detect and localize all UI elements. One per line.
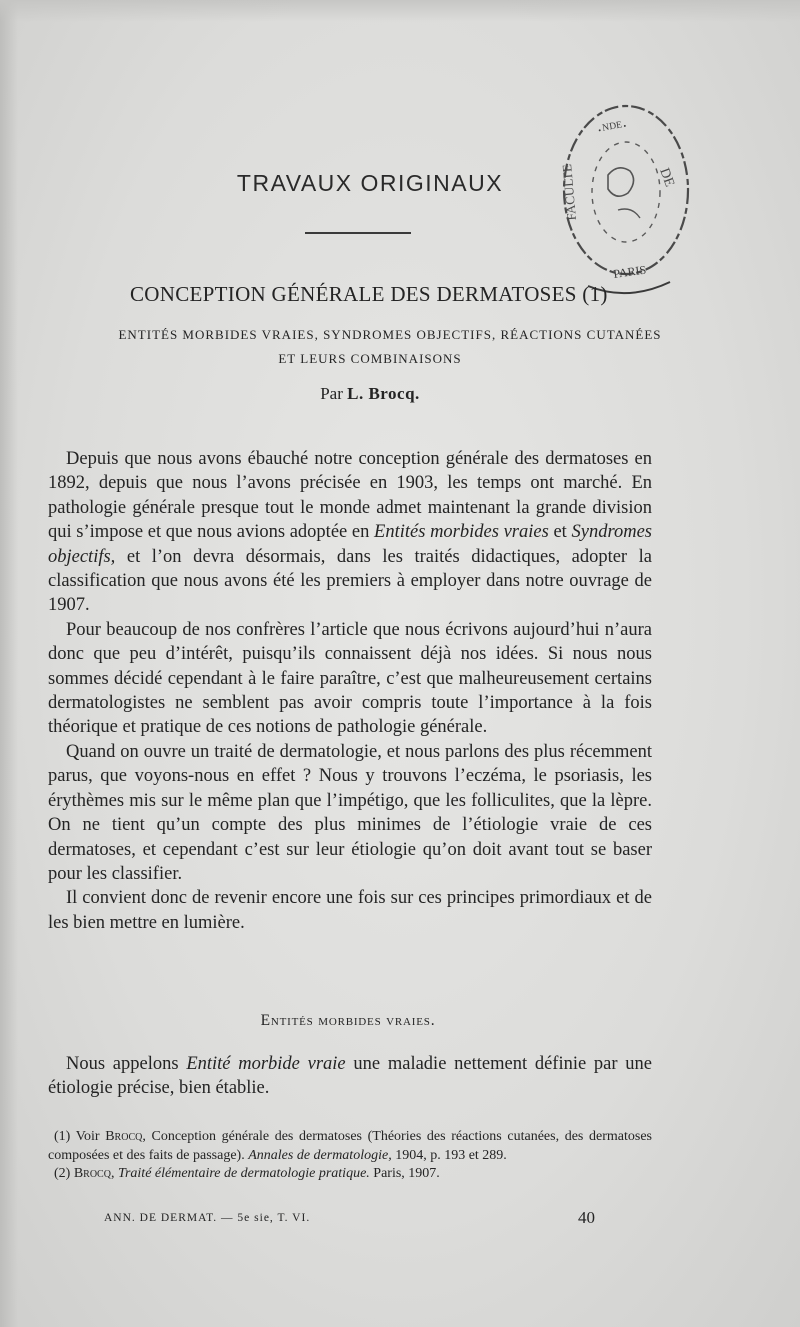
- footnote-2-title: Traité élémentaire de dermatologie pratique.: [114, 1166, 370, 1181]
- library-stamp-icon: [548, 100, 698, 300]
- byline-prefix: Par: [320, 384, 348, 403]
- svg-text:·ᴺᴰᴱ·: ·ᴺᴰᴱ·: [595, 117, 630, 140]
- section-title: Entités morbides vraies.: [260, 1012, 436, 1029]
- byline: [0, 384, 740, 404]
- footnote-1-text: Conception générale des dermatoses (Théories des réactions cutanées, des dermatoses composées et des faits de passage).: [48, 1129, 653, 1163]
- section-heading: TRAVAUX ORIGINAUX: [236, 170, 504, 196]
- paragraph-1: [48, 447, 652, 618]
- article-title: CONCEPTION GÉNÉRALE DES DERMATOSES (1): [130, 282, 608, 306]
- footnote-1-marker: (1) Voir: [54, 1129, 106, 1144]
- paragraph-2: Pour beaucoup de nos confrères l’article que nous écrivons aujourd’hui n’aura donc que peu d’intérêt, puisqu’ils connaissent déjà nos idées. Si nous nous sommes décidé cependant à le faire paraître, c’est que malheureusement certains dermatologistes ne semblent pas avoir compris toute l’importance à la fois théorique et pratique de ces notions de pathologie générale.: [48, 619, 652, 738]
- paragraph-4: Il convient donc de revenir encore une fois sur ces principes primordiaux et de les bien mettre en lumière.: [48, 888, 652, 933]
- section-paragraph-text-b: une maladie nettement définie par une étiologie précise, bien établie.: [48, 1054, 653, 1099]
- article-body: [48, 447, 652, 935]
- footnote-2-reference: Paris, 1907.: [369, 1166, 440, 1181]
- article-subtitle-line-2: ET LEURS COMBINAISONS: [278, 351, 462, 366]
- paragraph-1-text-a: Depuis que nous avons ébauché notre conception générale des dermatoses en 1892, depuis que nous l’avons précisée en 1903, les temps ont marché. En pathologie générale presque tout le monde admet maintenant la grande division qui s’impose et que nous avions adoptée en: [48, 449, 652, 543]
- binding-shadow: [0, 0, 18, 1327]
- footnote-1-journal: Annales de dermatologie,: [248, 1147, 392, 1163]
- paragraph-1-text-b: et: [548, 522, 572, 543]
- section-paragraph-text-a: Nous appelons: [66, 1054, 187, 1074]
- footnote-2-marker: (2): [54, 1166, 74, 1181]
- footnotes: [48, 1128, 652, 1184]
- footnote-2: [48, 1165, 652, 1184]
- paragraph-1-emphasis-1: Entités morbides vraies: [374, 522, 549, 543]
- paragraph-3: Quand on ouvre un traité de dermatologie, et nous parlons des plus récemment parus, que voyons-nous en effet ? Nous y trouvons l’eczéma, le psoriasis, les érythèmes mis sur le même plan que l’impétigo, que les folliculites, que la lèpre. On ne tient qu’un compte des plus minimes de l’étiologie vraie de ces dermatoses, et cependant c’est sur leur étiologie qu’on doit avant tout se baser pour les classifier.: [48, 741, 652, 884]
- svg-text:PARIS: PARIS: [612, 262, 648, 281]
- top-edge-shadow: [0, 0, 800, 22]
- heading-rule: [305, 232, 411, 234]
- footnote-1-reference: 1904, p. 193 et 289.: [391, 1147, 507, 1163]
- paragraph-1-emphasis-2: Syndromes objectifs,: [48, 522, 652, 567]
- paragraph-1-text-c: et l’on devra désormais, dans les traités didactiques, adopter la classification que nous avons été les premiers à employer dans notre ouvrage de 1907.: [48, 546, 652, 616]
- page-number: 40: [578, 1208, 595, 1227]
- section-paragraph-emphasis: Entité morbide vraie: [186, 1054, 346, 1074]
- article-subtitle-line-1: ENTITÉS MORBIDES VRAIES, SYNDROMES OBJECTIFS, RÉACTIONS CUTANÉES: [118, 327, 662, 342]
- footnote-1-author: Brocq,: [105, 1129, 146, 1144]
- footnote-2-author: Brocq,: [73, 1166, 115, 1181]
- section-body: [48, 1052, 652, 1101]
- author-name: L. Brocq.: [347, 384, 420, 403]
- svg-text:DE: DE: [656, 166, 677, 189]
- section-paragraph-1: [48, 1052, 652, 1101]
- journal-footer: ANN. DE DERMAT. — 5e sie, T. VI.: [104, 1212, 311, 1224]
- footnote-1: [48, 1128, 652, 1165]
- svg-text:FACULTE: FACULTE: [559, 163, 579, 222]
